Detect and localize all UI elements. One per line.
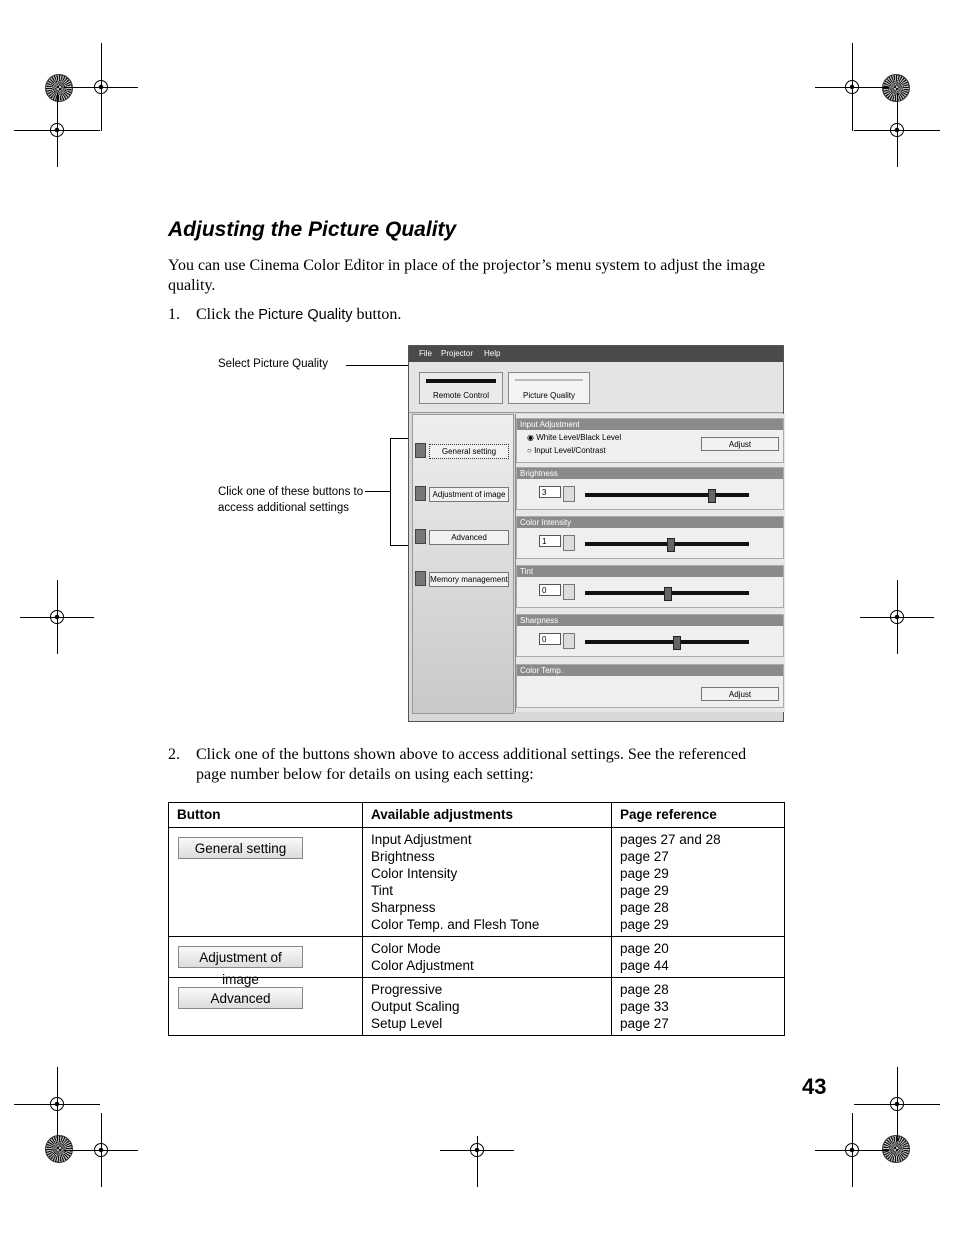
page-ref-cell bbox=[612, 937, 785, 978]
input-adjustment-section bbox=[516, 418, 784, 463]
settings-panel bbox=[515, 414, 785, 712]
adjustment-item: Color Adjustment bbox=[371, 958, 474, 973]
page-ref-cell bbox=[612, 828, 785, 937]
button-image: Advanced bbox=[178, 987, 303, 1009]
page-ref-cell bbox=[612, 978, 785, 1036]
button-cell bbox=[169, 828, 363, 937]
slider[interactable] bbox=[581, 635, 753, 651]
radio-label: Input Level/Contrast bbox=[534, 446, 606, 455]
value-field[interactable]: 0 bbox=[539, 633, 561, 645]
table-row bbox=[169, 828, 785, 937]
intro-paragraph: You can use Cinema Color Editor in place of the projector’s menu system to adjust the image quality. bbox=[168, 257, 766, 294]
remote-control-button[interactable] bbox=[419, 372, 503, 404]
menu-projector[interactable]: Projector bbox=[441, 349, 474, 358]
settings-nav bbox=[412, 414, 514, 714]
page-ref-item: page 33 bbox=[620, 999, 669, 1014]
button-image: General setting bbox=[178, 837, 303, 859]
spinner-arrows-icon[interactable] bbox=[563, 633, 575, 649]
button-label: Picture Quality bbox=[522, 391, 576, 400]
color-temp-section bbox=[516, 664, 784, 708]
callout-text: Select bbox=[218, 358, 254, 370]
callout-buttons: Click one of these buttons to access additional settings bbox=[218, 486, 364, 514]
callout-keyword: Picture Quality bbox=[253, 358, 328, 370]
step-text: Click the bbox=[196, 306, 259, 323]
value-field[interactable]: 1 bbox=[539, 535, 561, 547]
page-ref-item: page 29 bbox=[620, 883, 669, 898]
menu-file[interactable]: File bbox=[419, 349, 432, 358]
radio-white-level[interactable]: ◉ White Level/Black Level bbox=[527, 433, 622, 442]
page-ref-item: pages 27 and 28 bbox=[620, 832, 721, 847]
step-1 bbox=[168, 306, 402, 324]
menu-bar bbox=[409, 346, 783, 362]
advanced-button[interactable] bbox=[415, 529, 511, 545]
slider[interactable] bbox=[581, 488, 753, 504]
page-ref-item: page 44 bbox=[620, 958, 669, 973]
page-ref-item: page 28 bbox=[620, 900, 669, 915]
button-image: Adjustment of image bbox=[178, 946, 303, 968]
spinner-arrows-icon[interactable] bbox=[563, 584, 575, 600]
column-header: Available adjustments bbox=[363, 803, 612, 828]
adjustment-item: Tint bbox=[371, 883, 394, 898]
adjustment-item: Sharpness bbox=[371, 900, 436, 915]
page-title: Adjusting the Picture Quality bbox=[168, 218, 457, 241]
input-adjust-button[interactable]: Adjust bbox=[701, 437, 779, 451]
callout-select bbox=[218, 358, 328, 370]
step-text: Click one of the buttons shown above to access additional settings. See the referenced page number below for details on using each setting: bbox=[196, 746, 747, 783]
button-label: Advanced bbox=[429, 530, 509, 545]
remote-control-icon bbox=[426, 379, 496, 383]
page-ref-item: page 20 bbox=[620, 941, 669, 956]
registration-dial-icon bbox=[882, 74, 910, 102]
settings-reference-table bbox=[168, 802, 785, 1036]
button-label: General setting bbox=[429, 444, 509, 459]
table-row bbox=[169, 937, 785, 978]
radio-label: White Level/Black Level bbox=[536, 433, 622, 442]
button-cell bbox=[169, 937, 363, 987]
slider-thumb[interactable] bbox=[673, 636, 681, 650]
column-header: Page reference bbox=[612, 803, 785, 828]
menu-help[interactable]: Help bbox=[484, 349, 501, 358]
adjustment-of-image-button[interactable] bbox=[415, 486, 511, 502]
registration-dial-icon bbox=[882, 1135, 910, 1163]
spinner-arrows-icon[interactable] bbox=[563, 535, 575, 551]
adjustment-item: Setup Level bbox=[371, 1016, 443, 1031]
spinner-arrows-icon[interactable] bbox=[563, 486, 575, 502]
adjustment-item: Color Intensity bbox=[371, 866, 458, 881]
slider[interactable] bbox=[581, 537, 753, 553]
step-2 bbox=[168, 745, 778, 783]
step-keyword: Picture Quality bbox=[258, 307, 353, 323]
page-ref-item: page 29 bbox=[620, 866, 669, 881]
cinema-color-editor-window bbox=[408, 345, 784, 722]
adjustment-item: Brightness bbox=[371, 849, 435, 864]
section-title: Brightness bbox=[517, 468, 783, 479]
page-ref-item: page 27 bbox=[620, 1016, 669, 1031]
toolbar bbox=[409, 362, 783, 413]
slider-section bbox=[516, 565, 784, 608]
table-row bbox=[169, 978, 785, 1036]
slider-thumb[interactable] bbox=[667, 538, 675, 552]
adjustments-cell bbox=[363, 978, 612, 1036]
value-field[interactable]: 0 bbox=[539, 584, 561, 596]
adjustment-item: Progressive bbox=[371, 982, 443, 997]
button-label: Memory management bbox=[429, 572, 509, 587]
section-title: Sharpness bbox=[517, 615, 783, 626]
slider-thumb[interactable] bbox=[664, 587, 672, 601]
section-title: Color Intensity bbox=[517, 517, 783, 528]
button-label: Adjustment of image bbox=[429, 487, 509, 502]
adjustment-item: Color Mode bbox=[371, 941, 441, 956]
slider-section bbox=[516, 467, 784, 510]
section-title: Tint bbox=[517, 566, 783, 577]
registration-dial-icon bbox=[45, 1135, 73, 1163]
adjustments-cell bbox=[363, 937, 612, 978]
page-number: 43 bbox=[802, 1074, 827, 1099]
slider-section bbox=[516, 614, 784, 657]
adjustments-cell bbox=[363, 828, 612, 937]
picture-quality-icon bbox=[515, 379, 583, 381]
slider[interactable] bbox=[581, 586, 753, 602]
step-text: button. bbox=[352, 306, 402, 323]
slider-section bbox=[516, 516, 784, 559]
button-label: Remote Control bbox=[432, 391, 490, 400]
adjustment-item: Color Temp. and Flesh Tone bbox=[371, 917, 540, 932]
step-number: 2. bbox=[168, 746, 180, 763]
column-header: Button bbox=[169, 803, 363, 828]
memory-management-button[interactable] bbox=[415, 571, 511, 587]
callout-line bbox=[365, 491, 391, 492]
color-temp-adjust-button[interactable]: Adjust bbox=[701, 687, 779, 701]
adjustment-item: Output Scaling bbox=[371, 999, 460, 1014]
table-header-row bbox=[169, 803, 785, 828]
registration-dial-icon bbox=[45, 74, 73, 102]
radio-input-level[interactable]: ○ Input Level/Contrast bbox=[527, 446, 606, 455]
section-title: Color Temp. bbox=[517, 665, 783, 676]
value-field[interactable]: 3 bbox=[539, 486, 561, 498]
adjustment-item: Input Adjustment bbox=[371, 832, 472, 847]
general-setting-button[interactable] bbox=[415, 443, 511, 459]
slider-thumb[interactable] bbox=[708, 489, 716, 503]
step-number: 1. bbox=[168, 306, 180, 323]
section-title: Input Adjustment bbox=[517, 419, 783, 430]
button-cell bbox=[169, 978, 363, 1036]
page-ref-item: page 29 bbox=[620, 917, 669, 932]
picture-quality-button[interactable] bbox=[508, 372, 590, 404]
page-ref-item: page 27 bbox=[620, 849, 669, 864]
page-ref-item: page 28 bbox=[620, 982, 669, 997]
